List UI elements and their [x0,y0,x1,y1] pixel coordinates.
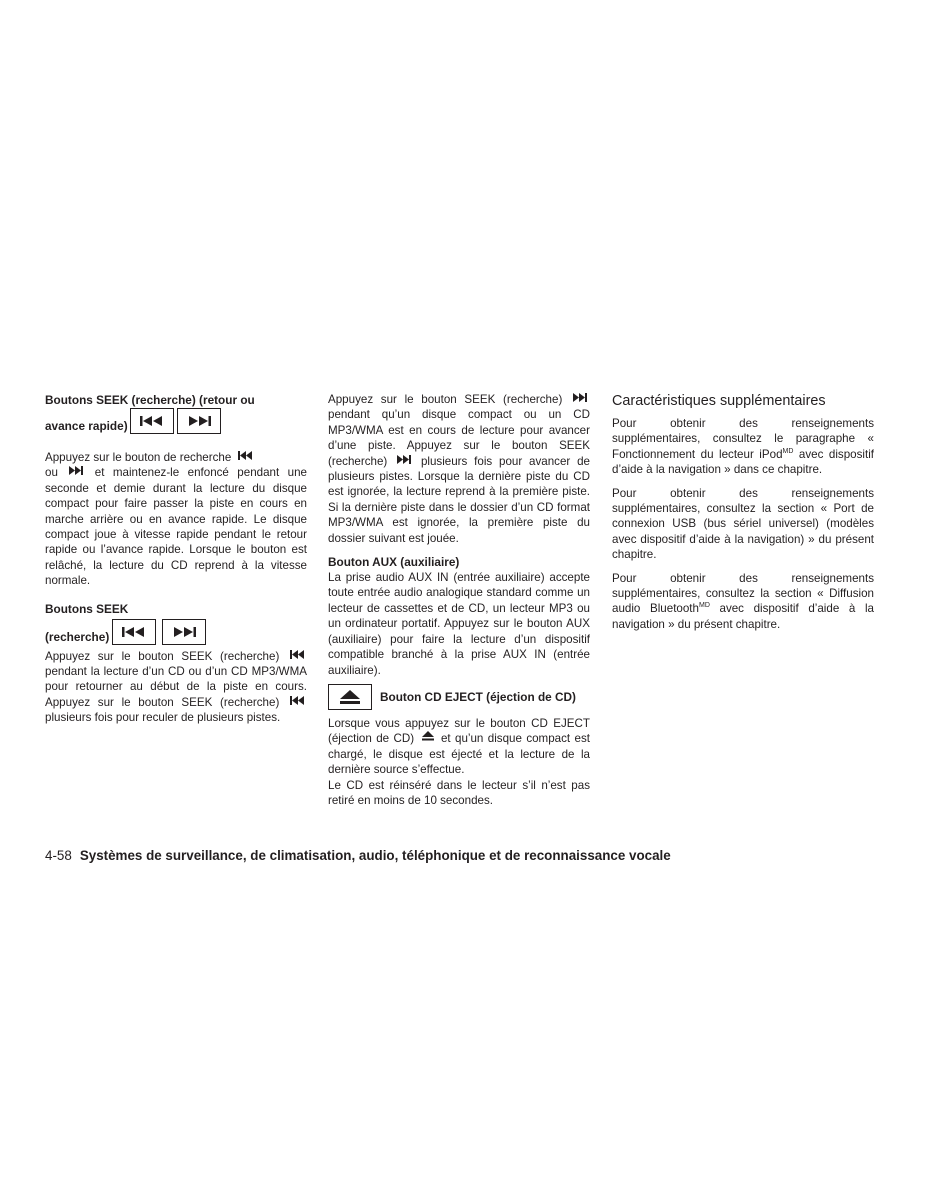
aux-paragraph: La prise audio AUX IN (entrée auxiliaire) accepte toute entrée audio analogique standard comme un lecteur de cassettes et de CD, un lecteur MP3 ou un ordinateur portatif. Appuyez sur le bouton AUX (auxiliaire) pour faire la lecture d’un dispositif compatible branché à la prise AUX IN (entrée auxiliaire). [328,571,590,677]
seek2-text-a: Appuyez sur le bouton SEEK (recherche) [45,649,280,663]
seek-forward-text-c: plusieurs fois pour avancer de plusieurs pistes. Lorsque la dernière piste du CD est ignorée, la lecture reprend à la première piste. Si la dernière piste dans le dossier d’un CD format MP3/WMA est ignorée, la première piste du dossier suivant est jouée. [328,454,590,545]
seek-forward-button[interactable] [177,408,221,434]
bluetooth-sup: MD [698,602,710,610]
bluetooth-text-a: Pour obtenir des renseignements supplémentaires, consultez la section « Diffusion audio Bluetooth [612,571,874,616]
seek-forward-paragraph [328,392,590,546]
seek-heading-line1: Boutons SEEK (recherche) (retour ou [45,393,255,407]
ipod-paragraph [612,416,874,478]
seek2-text-b: pendant la lecture d’un CD ou d’un CD MP3/WMA pour retourner au début de la piste en cours. Appuyez sur le bouton SEEK (recherche) [45,665,307,709]
seek-forward-text-a: Appuyez sur le bouton SEEK (recherche) [328,393,563,406]
seek-forward-button[interactable] [162,619,206,645]
skip-forward-icon [397,455,411,464]
page-footer [45,848,671,863]
seek-back-button[interactable] [112,619,156,645]
seek2-heading-line2: (recherche) [45,629,110,644]
eject-button[interactable] [328,684,372,710]
seek-heading-line2: avance rapide) [45,419,128,433]
skip-back-icon [290,696,304,705]
seek-back-button[interactable] [130,408,174,434]
seek-heading-row [45,408,307,434]
eject-text-a: Lorsque vous appuyez sur le bouton CD EJECT (éjection de CD) [328,716,590,746]
seek2-text-c: plusieurs fois pour reculer de plusieurs pistes. [45,711,281,725]
seek-forward-text-b: pendant qu’un disque compact ou un CD MP3/WMA est en cours de lecture pour avancer d’une piste. Appuyez sur le bouton SEEK (recherche) [328,408,590,468]
skip-back-icon [121,626,147,638]
aux-heading: Bouton AUX (auxiliaire) [328,555,460,570]
seek2-heading-row [45,619,307,645]
seek-text-b: ou [45,466,58,480]
seek2-paragraph [45,649,307,726]
skip-forward-icon [171,626,197,638]
column-right [612,392,874,632]
skip-back-icon [238,451,252,460]
column-middle [328,392,590,808]
eject-paragraph-2: Le CD est réinséré dans le lecteur s’il n’est pas retiré en moins de 10 secondes. [328,778,590,807]
skip-forward-icon [573,393,587,402]
usb-paragraph: Pour obtenir des renseignements supplémentaires, consultez la section « Port de connexion USB (bus sériel universel) (modèles avec dispositif d’aide à la navigation) » du présent chapitre. [612,486,874,562]
bluetooth-paragraph [612,571,874,633]
ipod-text-b: avec dispositif d’aide à la navigation » dans ce chapitre. [612,447,874,477]
seek-text-c: et maintenez-le enfoncé pendant une seconde et demie durant la lecture du disque compact pour faire passer la piste en cours en marche arrière ou en avance rapide. Le disque compact joue à vitesse rapide pendant le retour rapide ou l’avance rapide. Lorsque le bouton est relâché, la lecture du CD reprend à la vitesse normale. [45,466,307,588]
ipod-text-a: Pour obtenir des renseignements supplémentaires, consultez le paragraphe « Fonctionnement du lecteur iPod [612,417,874,461]
eject-icon [422,731,434,741]
skip-back-icon [139,415,165,427]
skip-back-icon [290,650,304,659]
skip-forward-icon [186,415,212,427]
seek2-heading-line1: Boutons SEEK [45,601,129,616]
eject-text-b: et qu’un disque compact est chargé, le disque est éjecté et la lecture de la dernière source s’effectue. [328,732,590,777]
skip-forward-icon [69,466,83,475]
chapter-title: Systèmes de surveillance, de climatisation, audio, téléphonique et de reconnaissance vocale [79,848,671,863]
eject-heading-row [328,684,590,710]
bluetooth-text-b: avec dispositif d’aide à la navigation » du présent chapitre. [612,602,874,631]
eject-paragraph [328,716,590,778]
ipod-sup: MD [782,447,794,455]
column-left [45,392,307,726]
seek-text-a: Appuyez sur le bouton de recherche [45,451,232,464]
page-number: 4-58 [45,848,72,863]
eject-heading: Bouton CD EJECT (éjection de CD) [380,689,576,704]
section-heading: Caractéristiques supplémentaires [612,393,826,409]
eject-icon [340,690,360,704]
seek-paragraph [45,450,307,589]
